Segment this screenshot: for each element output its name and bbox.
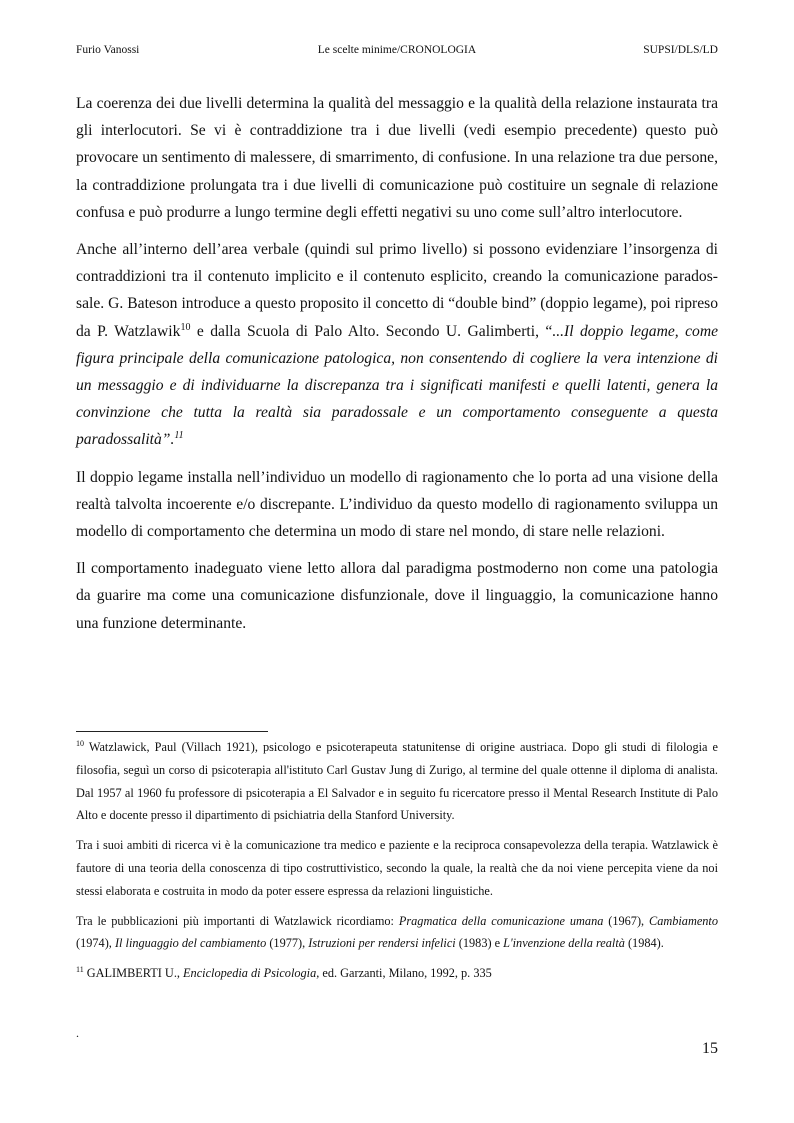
paragraph-3: Il doppio legame installa nell’individuo un modello di ragionamento che lo porta ad una visione della realtà talvolta incoerente e/o discrepante. L’individuo da questo modello di ragionamento sviluppa un modello di comportamento che determina un modo di stare nel mondo, di stare nelle relazioni. xyxy=(76,468,718,541)
footnote-11-number: 11 xyxy=(76,965,84,975)
header-institution: SUPSI/DLS/LD xyxy=(643,44,718,56)
book-year: (1977), xyxy=(266,936,309,951)
book-title: Istruzioni per rendersi infelici xyxy=(308,936,456,951)
page-header xyxy=(76,44,718,60)
footnote-ref-11: 11 xyxy=(174,430,184,442)
paragraph-2-text: Anche all’interno dell’area verbale (quindi sul primo livello) si possono evidenziare l’insorgenza di contraddizioni tra il contenuto implicito e il contenuto esplicito, creando la comunicazione paradossale. G. Bateson introduce a questo proposito il concetto di “double bind” (doppio legame), poi ripreso da P. Watzlawik xyxy=(76,241,718,340)
footnote-10 xyxy=(76,736,718,827)
paragraph-2-text-cont: e dalla Scuola di Palo Alto. Secondo U. Galimberti, “ xyxy=(190,322,553,340)
book-year: (1984). xyxy=(624,936,664,951)
page-number: 15 xyxy=(702,1040,718,1057)
paragraph-1: La coerenza dei due livelli determina la qualità del messaggio e la qualità della relazione instaurata tra gli interlocutori. Se vi è contraddizione tra i due livelli (vedi esempio precedente) questo può provocare un sentimento di malessere, di smarrimento, di confusione. In una relazione tra due persone, la contraddizione prolungata tra i due livelli di comunicazione può costituire un segnale di relazione confusa e può produrre a lungo termine degli effetti negativi su uno come sull’altro interlocutore. xyxy=(76,95,718,221)
book-title: Il linguaggio del cambiamento xyxy=(114,936,267,951)
footnote-10-paragraph-3 xyxy=(76,910,718,956)
footnotes xyxy=(76,736,718,992)
book-year: (1967), xyxy=(603,913,649,928)
body-text xyxy=(76,90,718,647)
trailing-dot: . xyxy=(76,1026,79,1040)
paragraph-4: Il comportamento inadeguato viene letto allora dal paradigma postmoderno non come una patologia da guarire ma come una comunicazione disfunzionale, dove il linguaggio, la comunicazione hanno una funzione determinante. xyxy=(76,560,718,632)
header-author: Furio Vanossi xyxy=(76,44,140,56)
footnote-11-publisher: ed. Garzanti, Milano, 1992, p. 335 xyxy=(319,966,492,981)
publications-intro: Tra le pubblicazioni più importanti di Watzlawick ricordiamo: xyxy=(76,913,399,928)
footnote-ref-10: 10 xyxy=(180,321,191,333)
book-title: L'invenzione della realtà xyxy=(503,936,625,951)
paragraph-2 xyxy=(76,236,718,454)
footnote-11-title: Enciclopedia di Psicologia, xyxy=(183,966,320,981)
footnote-separator xyxy=(76,731,268,732)
galimberti-quote: ...Il doppio legame, come figura principale della comunicazione patologica, non consentendo di cogliere la vera intenzione di un messaggio e di individuarne la discrepanza tra i significati manifesti e quelli latenti, genera la convinzione che tutta la realtà sia paradossale e un comportamento conseguente a questa paradossalità”. xyxy=(76,322,719,449)
footnote-11-author: GALIMBERTI U., xyxy=(83,966,184,981)
footnote-10-number: 10 xyxy=(76,738,84,748)
footnote-10-text: Watzlawick, Paul (Villach 1921), psicologo e psicoterapeuta statunitense di origine austriaca. Dopo gli studi di filologia e filosofia, seguì un corso di psicoterapia all'istituto Carl Gustav Jung di Zurigo, al termine del quale ottenne il diploma di analista. Dal 1957 al 1960 fu professore di psicoterapia a El Salvador e in seguito fu ricercatore presso il Mental Research Institute di Palo Alto e docente presso il dipartimento di psichiatria della Stanford University. xyxy=(76,740,718,823)
book-title: Cambiamento xyxy=(649,913,718,928)
header-title: Le scelte minime/CRONOLOGIA xyxy=(317,44,477,56)
book-title: Pragmatica della comunicazione umana xyxy=(398,913,604,928)
book-year: (1974), xyxy=(76,936,115,951)
footnote-11 xyxy=(76,962,718,985)
footnote-10-paragraph-2: Tra i suoi ambiti di ricerca vi è la comunicazione tra medico e paziente e la reciproca consapevolezza della terapia. Watzlawick è fautore di una teoria della conoscenza di tipo costruttivistico, secondo la quale, la realtà che da noi viene percepita viene da noi stessi elaborata e costruita in modo da poter essere espressa da relazioni linguistiche. xyxy=(76,838,718,898)
book-year: (1983) e xyxy=(455,936,504,951)
